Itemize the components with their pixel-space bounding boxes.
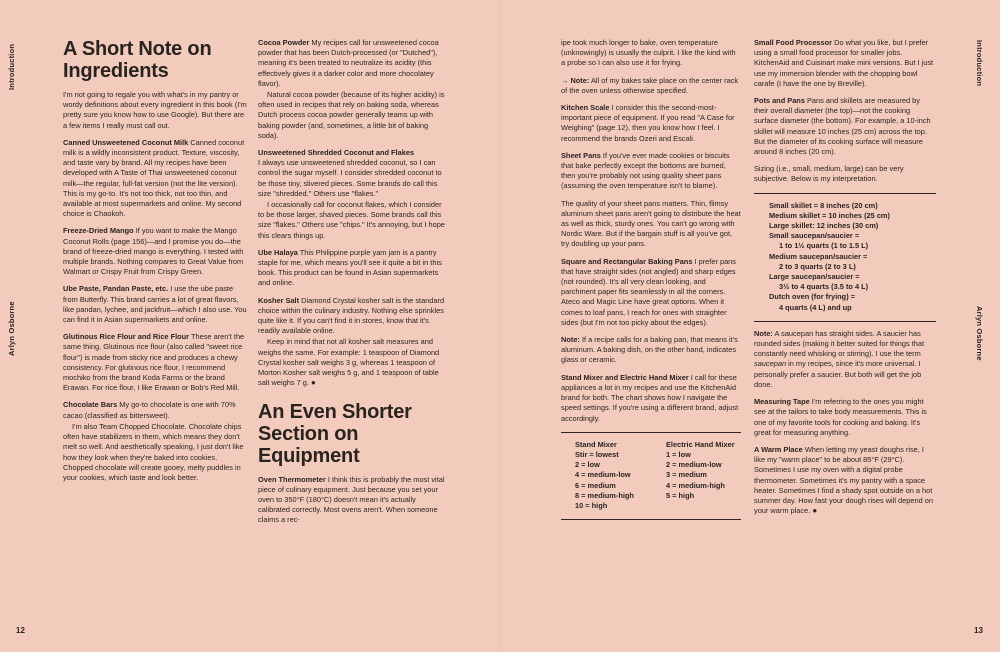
- size-row-detail: 1 to 1½ quarts (1 to 1.5 L): [779, 241, 869, 251]
- column-4: [754, 38, 936, 523]
- entry-mixers: Stand Mixer and Electric Hand Mixer I call for these appliances a lot in my recipes and use the KitchenAid brand for both. The chart shows how I navigate the speed settings. If you're using a different brand, adjust accordingly.: [561, 372, 739, 423]
- entry-chocolate-bars-cont: I'm also Team Chopped Chocolate. Chocolate chips often have stabilizers in them, which means they don't melt so well. And aesthetically speaking, I just don't like how they look when they're baked into cookies. Chopped chocolate will create gooey, melty puddles in your cookies, which taste and look better.: [63, 421, 244, 482]
- size-row: Medium saucepan/saucier =: [769, 251, 868, 261]
- entry-freeze-dried-mango: Freeze-Dried Mango If you want to make the Mango Coconut Rolls (page 156)—and I promise you do—the brand of freeze-dried mango is everything. I tested with multiple brands. Nothing compares to Great Value from Walmart or Crispy Fruit from Crispy Green.: [63, 226, 244, 277]
- entry-kosher-salt-cont: Keep in mind that not all kosher salt measures and weighs the same. For example: 1 teaspoon of Diamond Crystal kosher salt weighs 3 g, whereas 1 teaspoon of Morton Kosher salt weighs 5 g, and 1 teaspoon of table salt weighs 7 g. ●: [258, 337, 440, 388]
- hand-mixer-row: 1 = low: [666, 449, 691, 459]
- running-head-author-right: Arlyn Osborne: [975, 306, 984, 361]
- size-row: Large skillet: 12 inches (30 cm): [769, 221, 879, 231]
- entry-baking-pans: Square and Rectangular Baking Pans I prefer pans that have straight sides (not angled) and sharp edges (not rounded). It's all very clean looking, and parchment paper fits seamlessly in all the corners. Ateco and Magic Line have great options. When it comes to loaf pans, I reach for ones with straighter sides (but I'm not too picky about the edges).: [561, 256, 736, 327]
- rule-mixers-top: [561, 432, 741, 433]
- running-head-author-left: Arlyn Osborne: [7, 301, 16, 356]
- hand-mixer-row: 4 = medium-high: [666, 480, 725, 490]
- section-title-equipment: An Even Shorter Section on Equipment: [258, 400, 412, 467]
- size-row-detail: 3½ to 4 quarts (3.5 to 4 L): [779, 282, 869, 292]
- entry-oven-thermometer: Oven Thermometer I think this is probably the most vital piece of culinary equipment. Just because you set your oven to 350°F (180°C) doesn't mean it's actually calibrated correctly. Most ovens aren't. When someone claims a rec-: [258, 474, 445, 525]
- hand-mixer-row: 3 = medium: [666, 470, 707, 480]
- entry-cocoa-powder-cont: Natural cocoa powder (because of its higher acidity) is often used in recipes that rely on baking soda, whereas Dutch process cocoa powder generally teams up with baking powder (and, sometimes, a little bit of baking soda).: [258, 90, 445, 140]
- stand-mixer-row: 2 = low: [575, 460, 600, 470]
- mixer-speed-chart: [561, 440, 741, 511]
- sizing-paragraph: Sizing (i.e., small, medium, large) can be very subjective. Below is my interpretation.: [754, 164, 904, 184]
- hand-mixer-title: Electric Hand Mixer: [666, 439, 735, 449]
- running-head-section-left: Introduction: [7, 43, 16, 90]
- size-row: Small skillet = 8 inches (20 cm): [769, 200, 878, 210]
- section-title-ingredients: A Short Note on Ingredients: [63, 38, 212, 82]
- entry-ube-paste: Ube Paste, Pandan Paste, etc. I use the ube paste from Butterfly. This brand carries a lot of great flavors, like pandan, lychee, and jackfruit—which I also use. You can find it in Asian supermarkets and online.: [63, 284, 247, 325]
- entry-sheet-pans: Sheet Pans If you've ever made cookies or biscuits that bake perfectly except the bottoms are burned, then you're probably not using quality sheet pans (assuming the oven temperature isn't to blame).: [561, 150, 730, 191]
- note-saucepan: Note: A saucepan has straight sides. A saucier has rounded sides (making it better suited for things that constantly need whisking or stirring). I use the term saucepan in my recipes, since it's more universal. I personally prefer a saucier. But both will get the job done.: [754, 328, 925, 389]
- stand-mixer-column: [575, 440, 650, 511]
- column-2: [258, 38, 448, 533]
- note-baking-pan: Note: If a recipe calls for a baking pan, that means it's aluminum. A baking dish, on the other hand, indicates glass or ceramic.: [561, 335, 738, 365]
- end-mark: ●: [812, 506, 818, 516]
- pan-sizes-list: [754, 201, 936, 313]
- entry-sheet-pans-cont: The quality of your sheet pans matters. Thin, flimsy aluminum sheet pans aren't going to distribute the heat as well as thick, sturdy ones. You can't go wrong with Nordic Ware. But if the bargain stuff is all you've got, try doubling up your pans.: [561, 198, 741, 249]
- entry-cocoa-powder: Cocoa Powder My recipes call for unsweetened cocoa powder that has been Dutch-processed (or "Dutched"), meaning it's been treated to neutralize its acidity (this effectively gives it a darker color and more chocolatey flavor).: [258, 38, 439, 88]
- hand-mixer-row: 5 = high: [666, 490, 695, 500]
- entry-measuring-tape: Measuring Tape I'm referring to the ones you might see at the tailors to take body measurements. This is one of my favorite tools for cooking and baking. It's great for measuring anything.: [754, 397, 927, 437]
- entry-pots-and-pans: Pots and Pans Pans and skillets are measured by their overall diameter (the top)—not the cooking surface diameter (the bottom). For example, a 10-inch skillet will measure 10 inches (25 cm) across the top. But the diameter of its cooking surface will measure around 8 inches (20 cm).: [754, 96, 931, 157]
- entry-kosher-salt: Kosher Salt Diamond Crystal kosher salt is the standard choice within the culinary industry. Nothing else sprinkles quite like it. If you can't find it in stores, know that it's readily available online.: [258, 295, 445, 336]
- stand-mixer-title: Stand Mixer: [575, 439, 617, 449]
- arrow-icon: →: [561, 75, 569, 85]
- entry-shredded-coconut: Unsweetened Shredded Coconut and Flakes I always use unsweetened shredded coconut, so I can control the sugar myself. I consider shredded coconut to be those tiny, slivered pieces. Some brands do call this size "shredded." Others use "flakes.": [258, 148, 442, 198]
- note-center-rack: → Note: All of my bakes take place on the center rack of the oven unless otherwise specified.: [561, 75, 739, 95]
- entry-shredded-coconut-cont: I occasionally call for coconut flakes, which I consider to be those larger, shaved pieces. Some brands call this size "flakes." Others use "chips." It's annoying, but I hope this clears things up.: [258, 200, 445, 240]
- column-1: [63, 38, 248, 490]
- stand-mixer-row: 10 = high: [575, 500, 608, 510]
- stand-mixer-row: 4 = medium-low: [575, 470, 631, 480]
- page-number-left: 12: [16, 626, 25, 635]
- rule-mixers-bottom: [561, 519, 741, 520]
- oven-thermometer-cont: ipe took much longer to bake, oven temperature (unknowingly) is usually the culprit. I like the kind with a probe so I can also use it for frying.: [561, 38, 736, 68]
- size-row-detail: 2 to 3 quarts (2 to 3 L): [779, 261, 856, 271]
- entry-coconut-milk: Canned Unsweetened Coconut Milk Canned coconut milk is a wildly inconsistent product. Texture, viscosity, and taste vary by brand. All my recipes have been developed with A Taste of Thai unsweetened coconut milk—the regular, full-fat version (not the lite version). This is my go-to. It's not too thick, not too thin, and available at most supermarkets and online. My second choice is Chaokoh.: [63, 137, 245, 219]
- rule-sizes-top: [754, 193, 936, 194]
- stand-mixer-row: 8 = medium-high: [575, 490, 634, 500]
- size-row-detail: 4 quarts (4 L) and up: [779, 302, 852, 312]
- rule-sizes-bottom: [754, 321, 936, 322]
- end-mark: ●: [311, 378, 316, 388]
- entry-kitchen-scale: Kitchen Scale I consider this the second-most-important piece of equipment. If you read "A Case for Weighing" (page 12), then you know how I feel. I recommend the brands Ozeri and Escali.: [561, 103, 735, 143]
- stand-mixer-row: Stir = lowest: [575, 449, 619, 459]
- running-head-section-right: Introduction: [975, 40, 984, 87]
- entry-warm-place: A Warm Place When letting my yeast doughs rise, I like my "warm place" to be about 85°F (29°C). Sometimes I use my oven with a digital probe thermometer. Sometimes it's my pantry with a space heater. Sometimes I find a shady spot outside on a hot summer day. How fast your dough rises will depend on your warm place. ●: [754, 444, 933, 516]
- entry-ube-halaya: Ube Halaya This Philippine purple yam jam is a pantry staple for me, which means you'll see it quite a bit in this book. This product can be found in Asian supermarkets and online.: [258, 247, 442, 288]
- entry-chocolate-bars: Chocolate Bars My go-to chocolate is one with 70% cacao (classified as bittersweet).: [63, 400, 236, 420]
- entry-food-processor: Small Food Processor Do what you like, but I prefer using a small food processor for smaller jobs. KitchenAid and Cuisinart make mini versions. But I just use my immersion blender with the chopping bowl carafe (I have the one by Breville).: [754, 38, 934, 88]
- column-3: [561, 38, 741, 527]
- hand-mixer-column: [666, 440, 741, 511]
- stand-mixer-row: 6 = medium: [575, 480, 616, 490]
- page-number-right: 13: [974, 626, 983, 635]
- size-row: Medium skillet = 10 inches (25 cm): [769, 210, 890, 220]
- size-row: Large saucepan/saucier =: [769, 272, 860, 282]
- hand-mixer-row: 2 = medium-low: [666, 460, 722, 470]
- size-row: Dutch oven (for frying) =: [769, 292, 856, 302]
- size-row: Small saucepan/saucier =: [769, 231, 860, 241]
- intro-paragraph: I'm not going to regale you with what's in my pantry or wordy definitions about every ingredient in this book (I'm pretty sure you know how to use Google). But there are a few items I really must call out.: [63, 90, 247, 130]
- entry-rice-flour: Glutinous Rice Flour and Rice Flour These aren't the same thing. Glutinous rice flour (also called "sweet rice flour") is made from sticky rice and produces a chewy consistency. For glutinous rice flour, I recommend mochiko from the brand Koda Farms or the brand Erawan. For rice flour, I like Erawan or Bob's Red Mill.: [63, 332, 245, 393]
